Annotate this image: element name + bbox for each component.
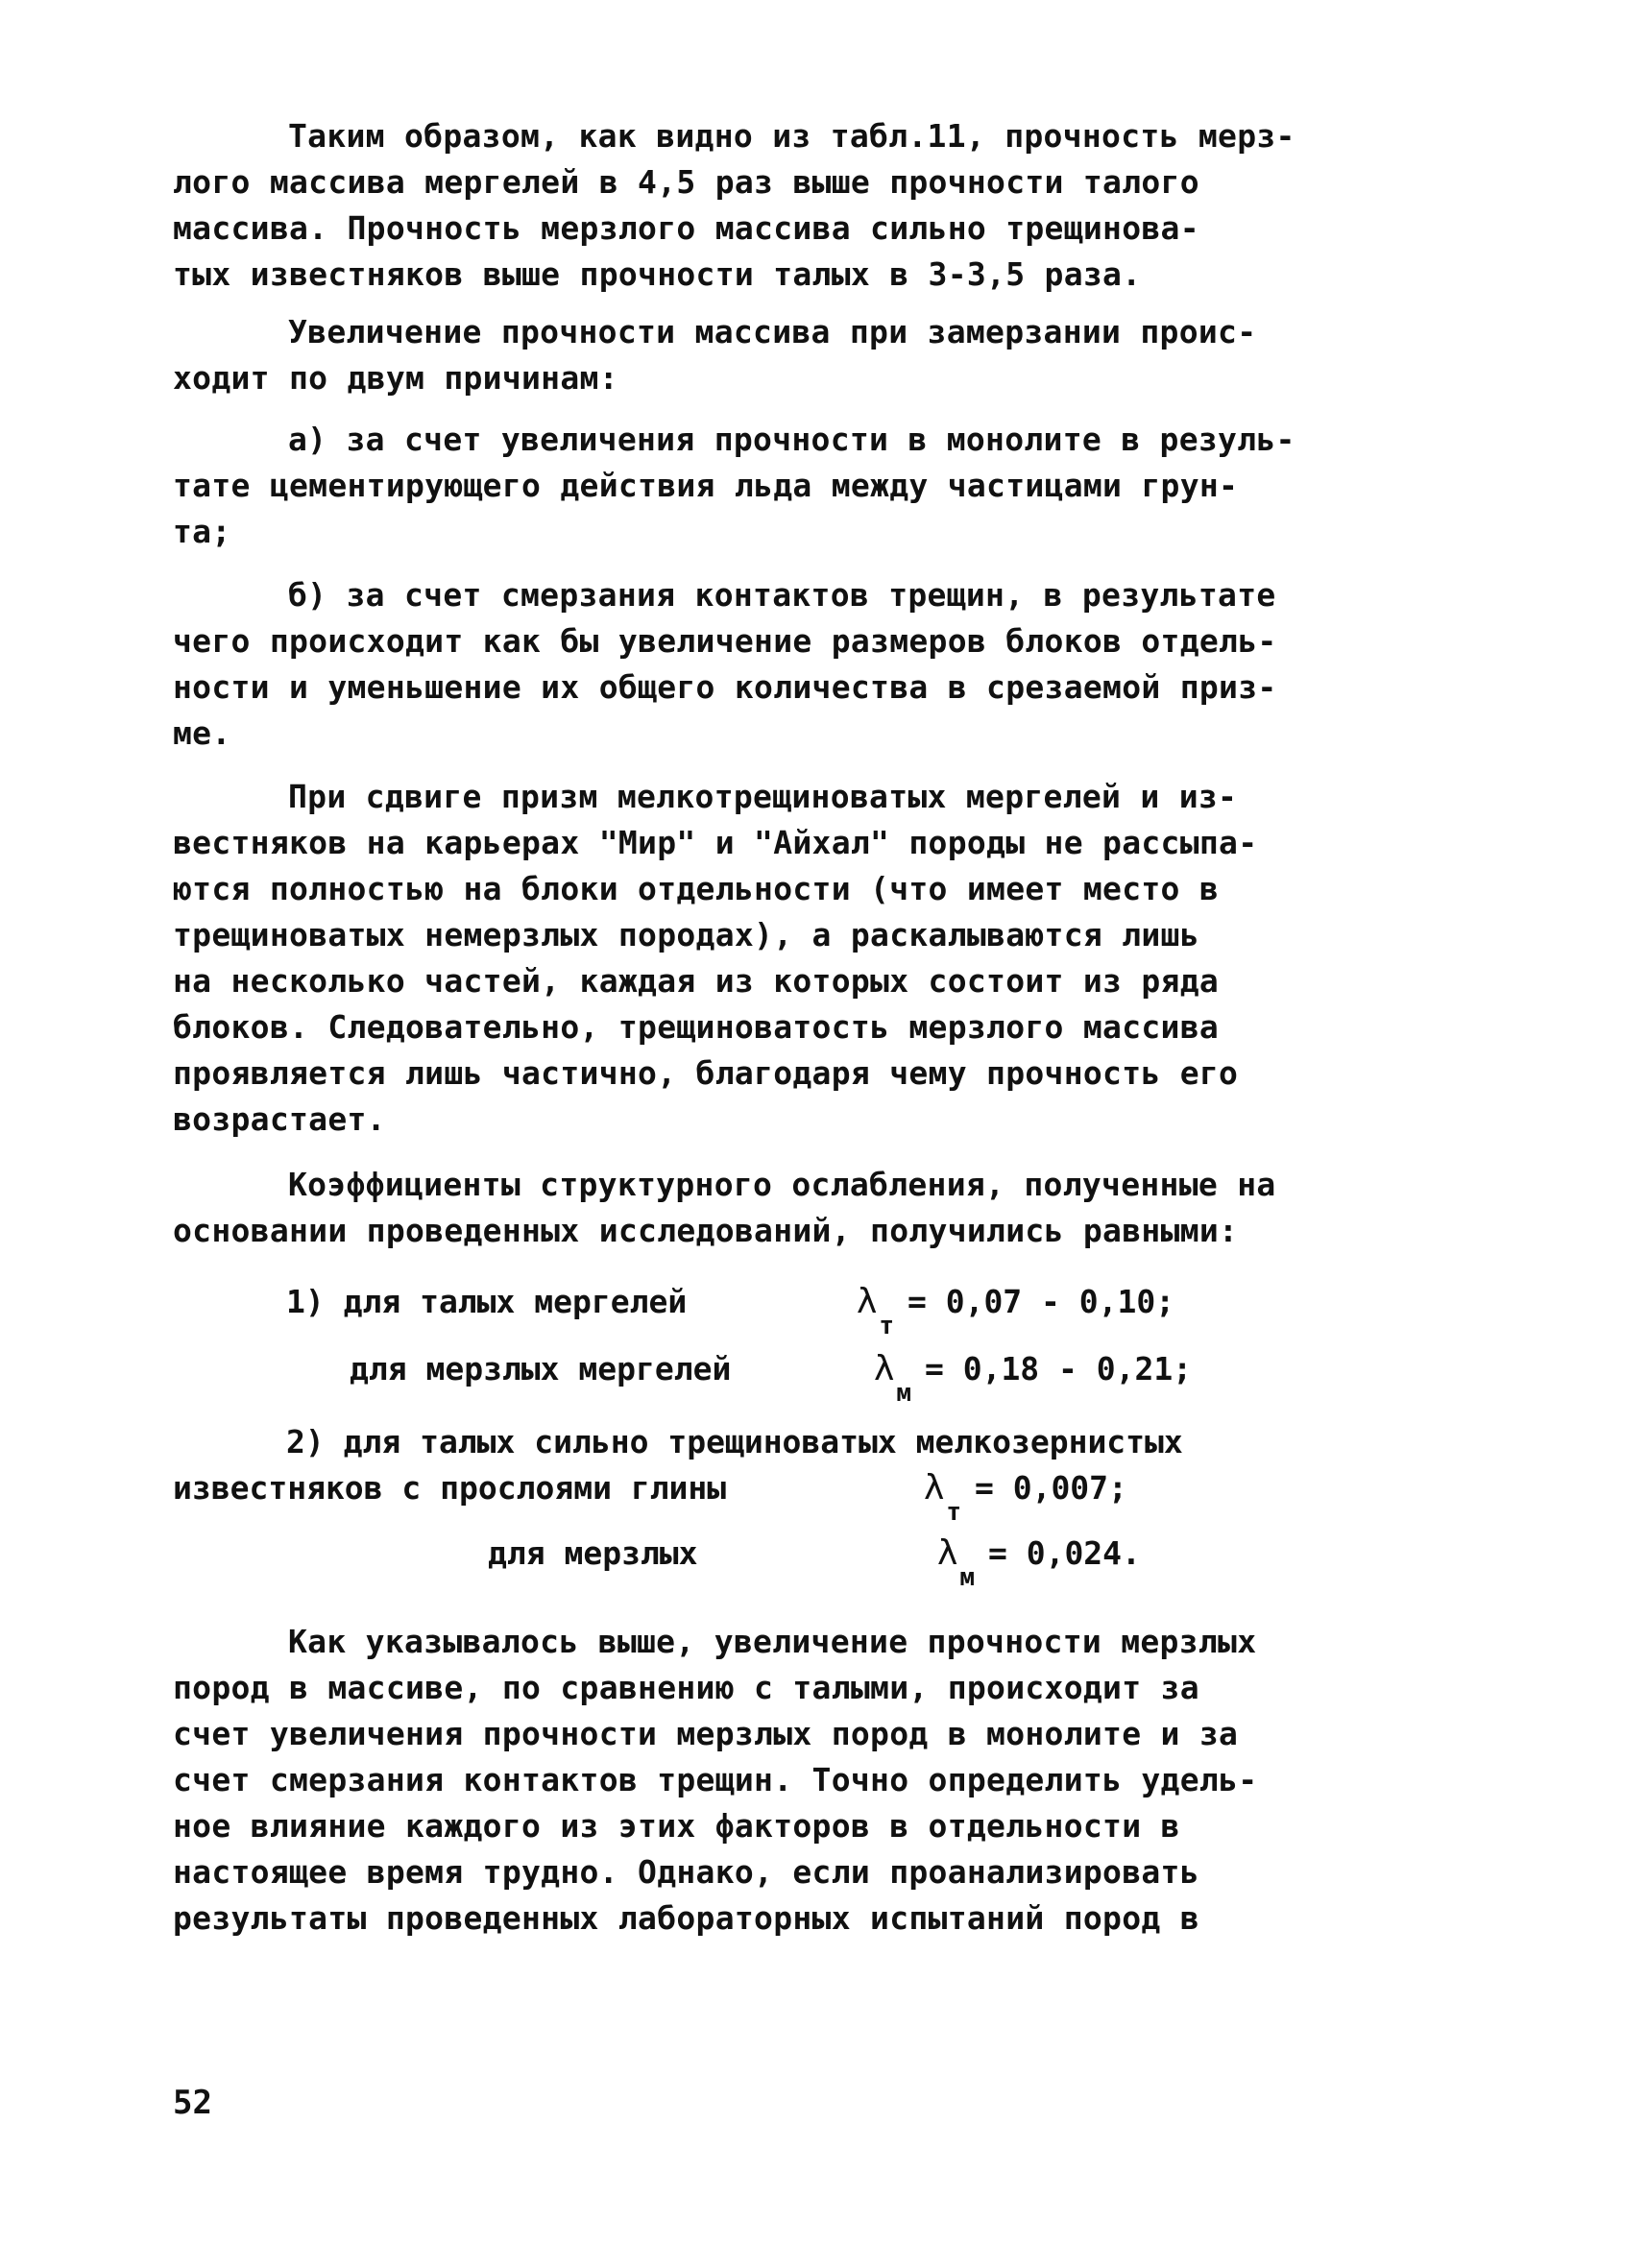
- lambda-symbol: λ: [924, 1468, 945, 1508]
- formula-value-frozen-marl: [874, 1346, 1193, 1408]
- lambda-symbol: λ: [857, 1282, 878, 1321]
- lambda-subscript: м: [896, 1379, 911, 1408]
- text-line: Таким образом, как видно из табл.11, прочность мерз-: [288, 117, 1295, 155]
- formula-value: = 0,007;: [974, 1469, 1127, 1507]
- text-line: массива. Прочность мерзлого массива сильно трещинова-: [173, 209, 1199, 247]
- text-line: на несколько частей, каждая из которых состоит из ряда: [173, 962, 1220, 1000]
- lambda-subscript: м: [959, 1563, 975, 1592]
- text-line: блоков. Следовательно, трещиноватость мерзлого массива: [173, 1008, 1220, 1046]
- text-line: б) за счет смерзания контактов трещин, в результате: [288, 576, 1276, 614]
- text-line: тате цементирующего действия льда между частицами грун-: [173, 467, 1239, 504]
- paragraph-prism-shear: [173, 774, 1460, 1143]
- formula-label: 2) для талых сильно трещиноватых мелкозернистых: [286, 1423, 1183, 1460]
- formula-row-thawed-limestone: [173, 1465, 726, 1511]
- paragraph-strength-comparison: [173, 113, 1460, 298]
- text-line: ное влияние каждого из этих факторов в отдельности в: [173, 1807, 1180, 1845]
- text-line: тых известняков выше прочности талых в 3-3,5 раза.: [173, 255, 1142, 293]
- text-line: При сдвиге призм мелкотрещиноватых мергелей и из-: [288, 778, 1238, 815]
- text-line: ходит по двум причинам:: [173, 359, 618, 397]
- text-line: ются полностью на блоки отдельности (что имеет место в: [173, 870, 1220, 907]
- formula-label: для мерзлых мергелей: [350, 1350, 732, 1387]
- text-line: лого массива мергелей в 4,5 раз выше прочности талого: [173, 163, 1199, 201]
- formula-value: = 0,024.: [987, 1534, 1141, 1572]
- text-line: Коэффициенты структурного ослабления, полученные на: [288, 1166, 1276, 1203]
- text-line: та;: [173, 513, 231, 550]
- paragraph-reason-b: [173, 572, 1460, 757]
- paragraph-reason-a: [173, 417, 1460, 555]
- lambda-symbol: λ: [937, 1533, 958, 1573]
- formula-value-thawed-limestone: [924, 1465, 1127, 1527]
- lambda-symbol: λ: [874, 1349, 895, 1388]
- text-line: Как указывалось выше, увеличение прочности мерзлых: [288, 1623, 1257, 1660]
- page-number: 52: [173, 2084, 212, 2122]
- lambda-subscript: т: [879, 1312, 894, 1340]
- lambda-subscript: т: [946, 1498, 961, 1527]
- text-line: счет смерзания контактов трещин. Точно определить удель-: [173, 1761, 1258, 1798]
- text-line: чего происходит как бы увеличение размеров блоков отдель-: [173, 622, 1277, 660]
- formula-row-thawed-limestone-heading: [286, 1419, 1183, 1465]
- text-line: возрастает.: [173, 1100, 386, 1138]
- paragraph-two-reasons: [173, 309, 1460, 401]
- text-line: основании проведенных исследований, получились равными:: [173, 1212, 1239, 1249]
- formula-value: = 0,18 - 0,21;: [924, 1350, 1193, 1387]
- text-line: счет увеличения прочности мерзлых пород в монолите и за: [173, 1715, 1239, 1752]
- text-line: проявляется лишь частично, благодаря чему прочность его: [173, 1054, 1239, 1092]
- formula-label: известняков с прослоями глины: [173, 1469, 727, 1507]
- text-line: ме.: [173, 714, 231, 752]
- paragraph-coefficients-intro: [173, 1162, 1460, 1254]
- text-line: а) за счет увеличения прочности в монолите в резуль-: [288, 421, 1295, 458]
- formula-value-thawed-marl: [857, 1279, 1175, 1340]
- text-line: трещиноватых немерзлых породах), а раскалываются лишь: [173, 916, 1199, 953]
- text-line: пород в массиве, по сравнению с талыми, происходит за: [173, 1669, 1199, 1706]
- paragraph-conclusion: [173, 1619, 1460, 1942]
- text-line: ности и уменьшение их общего количества в срезаемой приз-: [173, 668, 1277, 706]
- formula-label: 1) для талых мергелей: [286, 1283, 688, 1320]
- formula-label: для мерзлых: [488, 1534, 698, 1572]
- text-line: результаты проведенных лабораторных испытаний пород в: [173, 1899, 1199, 1937]
- text-line: Увеличение прочности массива при замерзании проис-: [288, 313, 1257, 350]
- formula-row-frozen-limestone: [488, 1531, 698, 1577]
- text-line: настоящее время трудно. Однако, если проанализировать: [173, 1853, 1199, 1891]
- text-line: вестняков на карьерах "Мир" и "Айхал" породы не рассыпа-: [173, 824, 1258, 861]
- formula-row-thawed-marl: [286, 1279, 687, 1325]
- formula-row-frozen-marl: [350, 1346, 731, 1392]
- formula-value-frozen-limestone: [937, 1531, 1141, 1592]
- formula-value: = 0,07 - 0,10;: [907, 1283, 1175, 1320]
